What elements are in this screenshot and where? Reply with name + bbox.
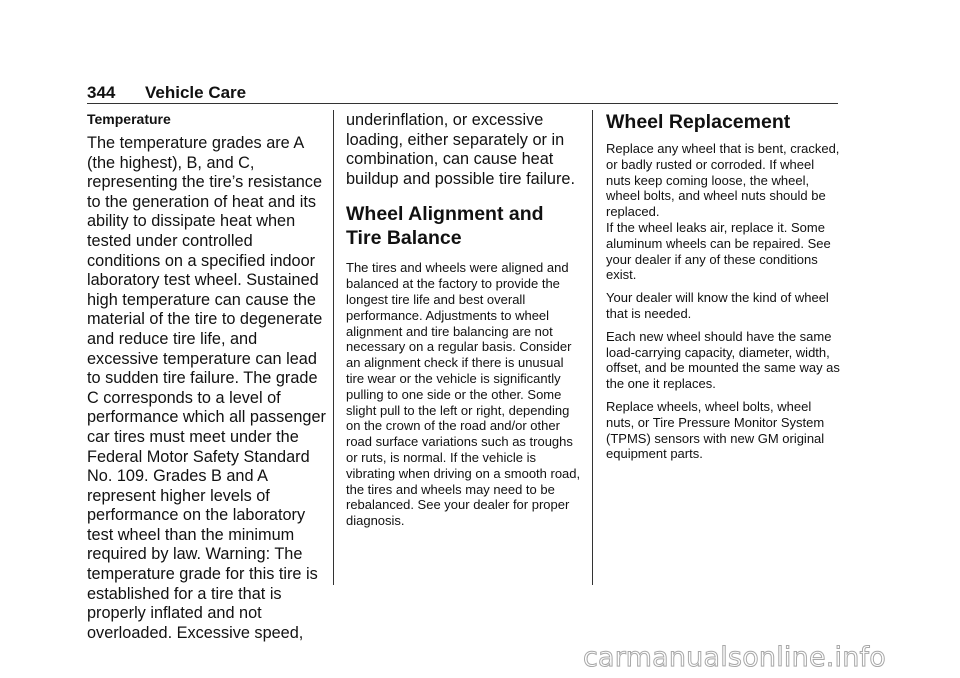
watermark: carmanualsonline.info — [583, 642, 886, 673]
page-header — [87, 83, 838, 105]
column-middle — [346, 111, 584, 529]
temperature-subheading: Temperature — [87, 111, 171, 127]
continued-paragraph: underinflation, or excessive loading, either separately or in combination, can cause heat buildup and possible tire failure. — [346, 111, 575, 188]
wheel-replacement-paragraph-5: Replace wheels, wheel bolts, wheel nuts, or Tire Pressure Monitor System (TPMS) sensors with new GM original equipment parts. — [606, 398, 825, 462]
temperature-paragraph: The temperature grades are A (the highest), B, and C, representing the tire’s resistance to the generation of heat and its ability to dissipate heat when tested under controlled conditions on a specified indoor laboratory test wheel. Sustained high temperature can cause the material of the tire to degenerate and reduce tire life, and excessive temperature can lead to sudden tire failure. The grade C corresponds to a level of performance which all passenger car tires must meet under the Federal Motor Safety Standard No. 109. Grades B and A represent higher levels of performance on the laboratory test wheel than the minimum required by law. Warning: The temperature grade for this tire is established for a tire that is properly inflated and not overloaded. Excessive speed, — [87, 134, 326, 642]
section-title: Vehicle Care — [145, 83, 247, 102]
wheel-replacement-paragraph-2: If the wheel leaks air, replace it. Some aluminum wheels can be repaired. See your dealer if any of these conditions exist. — [606, 219, 831, 283]
wheel-replacement-paragraph-3: Your dealer will know the kind of wheel that is needed. — [606, 290, 829, 321]
wheel-alignment-paragraph: The tires and wheels were aligned and balanced at the factory to provide the longest tire life and best overall performance. Adjustments to wheel alignment and tire balancing are not necessary on a regular basis. Consider an alignment check if there is unusual tire wear or the vehicle is significantly pulling to one side or the other. Some slight pull to the left or right, depending on the crown of the road and/or other road surface variations such as troughs or ruts, is normal. If the vehicle is vibrating when driving on a smooth road, the tires and wheels may need to be rebalanced. See your dealer for proper diagnosis. — [346, 260, 581, 529]
column-right — [606, 110, 842, 462]
page-number: 344 — [87, 83, 116, 102]
column-left — [87, 110, 327, 643]
wheel-replacement-paragraph-4: Each new wheel should have the same load-carrying capacity, diameter, width, offset, and be mounted the same way as the one it replaces. — [606, 328, 840, 392]
column-divider-left — [333, 110, 334, 585]
column-divider-right — [592, 110, 593, 585]
wheel-replacement-heading: Wheel Replacement — [606, 111, 791, 133]
wheel-alignment-heading: Wheel Alignment and Tire Balance — [346, 203, 544, 250]
header-divider — [87, 103, 838, 104]
wheel-replacement-paragraph-1: Replace any wheel that is bent, cracked, or badly rusted or corroded. If wheel nuts keep coming loose, the wheel, wheel bolts, and wheel nuts should be replaced. — [606, 141, 840, 220]
